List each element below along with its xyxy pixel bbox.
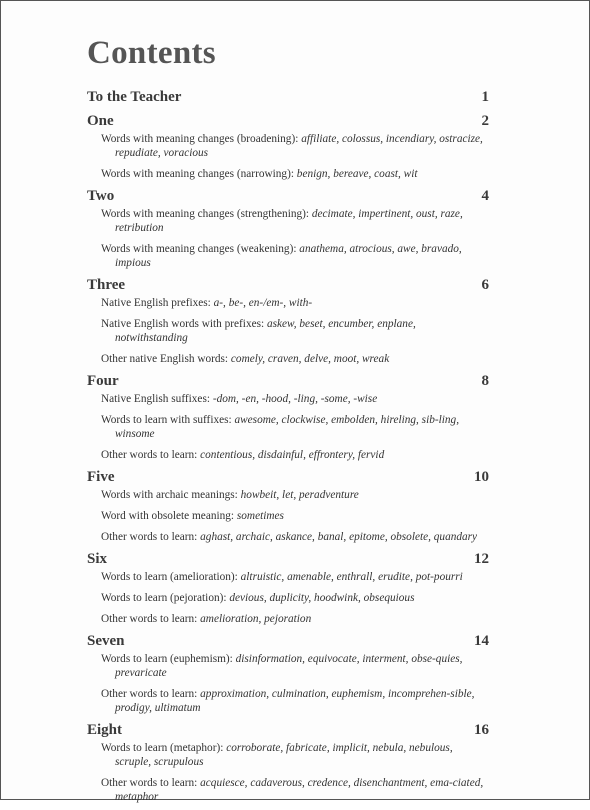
- chapter-heading: [87, 187, 489, 205]
- chapter-page-number: 1: [481, 89, 489, 105]
- entry-label: Other words to learn:: [101, 613, 201, 625]
- entry-words: affiliate, colossus, incendiary, ostracize, repudiate, voracious: [115, 133, 483, 159]
- toc-entry: [87, 413, 489, 441]
- toc-chapter: [87, 721, 489, 804]
- chapter-page-number: 2: [481, 113, 489, 129]
- chapter-heading: [87, 276, 489, 294]
- chapter-page-number: 8: [481, 373, 489, 389]
- entry-label: Words with meaning changes (broadening):: [101, 133, 302, 145]
- chapter-name: Five: [87, 469, 115, 485]
- toc-entry: [87, 652, 489, 680]
- toc-entry: [87, 317, 489, 345]
- toc-entry: [87, 207, 489, 235]
- toc-entry: [87, 741, 489, 769]
- entry-words: corroborate, fabricate, implicit, nebula, nebulous, scruple, scrupulous: [115, 742, 453, 768]
- entry-label: Words with meaning changes (weakening):: [101, 243, 300, 255]
- entry-words: howbeit, let, peradventure: [240, 489, 359, 501]
- entry-label: Other native English words:: [101, 353, 231, 365]
- entry-words: disinformation, equivocate, interment, obse-quies, prevaricate: [115, 653, 463, 679]
- toc-entry: [87, 132, 489, 160]
- entry-words: askew, beset, encumber, enplane, notwithstanding: [115, 318, 416, 344]
- entry-words: comely, craven, delve, moot, wreak: [230, 353, 390, 365]
- entry-label: Word with obsolete meaning:: [101, 510, 237, 522]
- entry-label: Native English prefixes:: [101, 297, 214, 309]
- toc-entry: [87, 448, 489, 462]
- chapter-name: Six: [87, 551, 108, 567]
- entry-words: sometimes: [236, 510, 284, 522]
- entry-label: Words to learn (metaphor):: [101, 742, 227, 754]
- page-title: Contents: [87, 35, 216, 71]
- entry-words: altruistic, amenable, enthrall, erudite, pot-pourri: [240, 571, 463, 583]
- chapter-page-number: 16: [474, 722, 489, 738]
- entry-words: a-, be-, en-/em-, with-: [213, 297, 313, 309]
- chapter-page-number: 10: [474, 469, 489, 485]
- chapter-name: Eight: [87, 722, 123, 738]
- toc-entry: [87, 296, 489, 310]
- table-of-contents: [87, 88, 489, 810]
- toc-entry: [87, 167, 489, 181]
- toc-entry: [87, 687, 489, 715]
- chapter-heading: [87, 721, 489, 739]
- chapter-heading: [87, 550, 489, 568]
- entry-label: Other words to learn:: [101, 449, 201, 461]
- entry-words: anathema, atrocious, awe, bravado, impious: [115, 243, 462, 269]
- chapter-page-number: 4: [481, 188, 489, 204]
- entry-label: Words with archaic meanings:: [101, 489, 241, 501]
- chapter-heading: [87, 632, 489, 650]
- toc-chapter: [87, 112, 489, 181]
- toc-chapter: [87, 468, 489, 544]
- chapter-heading: [87, 372, 489, 390]
- chapter-page-number: 6: [481, 277, 489, 293]
- toc-entry: [87, 530, 489, 544]
- chapter-name: Two: [87, 188, 115, 204]
- entry-words: contentious, disdainful, effrontery, fervid: [200, 449, 385, 461]
- entry-label: Native English suffixes:: [101, 393, 213, 405]
- entry-words: amelioration, pejoration: [200, 613, 312, 625]
- entry-words: acquiesce, cadaverous, credence, disenchantment, ema-ciated, metaphor: [115, 777, 484, 803]
- toc-entry: [87, 570, 489, 584]
- entry-label: Words to learn (euphemism):: [101, 653, 236, 665]
- toc-chapter: [87, 187, 489, 270]
- toc-entry: [87, 488, 489, 502]
- chapter-name: Three: [87, 277, 126, 293]
- entry-label: Words to learn with suffixes:: [101, 414, 235, 426]
- entry-words: benign, bereave, coast, wit: [296, 168, 418, 180]
- entry-words: devious, duplicity, hoodwink, obsequious: [229, 592, 415, 604]
- toc-chapter: [87, 276, 489, 366]
- entry-label: Words to learn (pejoration):: [101, 592, 230, 604]
- entry-words: -dom, -en, -hood, -ling, -some, -wise: [212, 393, 378, 405]
- entry-label: Native English words with prefixes:: [101, 318, 267, 330]
- toc-chapter: [87, 88, 489, 106]
- entry-label: Words with meaning changes (strengthening):: [101, 208, 312, 220]
- entry-label: Words with meaning changes (narrowing):: [101, 168, 297, 180]
- chapter-name: One: [87, 113, 114, 129]
- entry-words: aghast, archaic, askance, banal, epitome, obsolete, quandary: [200, 531, 478, 543]
- toc-chapter: [87, 372, 489, 462]
- chapter-heading: [87, 468, 489, 486]
- toc-entry: [87, 352, 489, 366]
- entry-words: approximation, culmination, euphemism, incomprehen-sible, prodigy, ultimatum: [115, 688, 475, 714]
- toc-chapter: [87, 632, 489, 715]
- chapter-heading: [87, 112, 489, 130]
- entry-label: Other words to learn:: [101, 531, 201, 543]
- chapter-name: Four: [87, 373, 119, 389]
- toc-entry: [87, 509, 489, 523]
- chapter-name: Seven: [87, 633, 125, 649]
- toc-chapter: [87, 550, 489, 626]
- toc-entry: [87, 591, 489, 605]
- chapter-page-number: 14: [474, 633, 489, 649]
- entry-label: Other words to learn:: [101, 777, 201, 789]
- toc-entry: [87, 242, 489, 270]
- toc-entry: [87, 612, 489, 626]
- chapter-name: To the Teacher: [87, 89, 182, 105]
- entry-words: decimate, impertinent, oust, raze, retribution: [115, 208, 463, 234]
- chapter-page-number: 12: [474, 551, 489, 567]
- chapter-heading: [87, 88, 489, 106]
- entry-label: Words to learn (amelioration):: [101, 571, 241, 583]
- entry-label: Other words to learn:: [101, 688, 201, 700]
- entry-words: awesome, clockwise, embolden, hireling, sib-ling, winsome: [115, 414, 460, 440]
- toc-entry: [87, 392, 489, 406]
